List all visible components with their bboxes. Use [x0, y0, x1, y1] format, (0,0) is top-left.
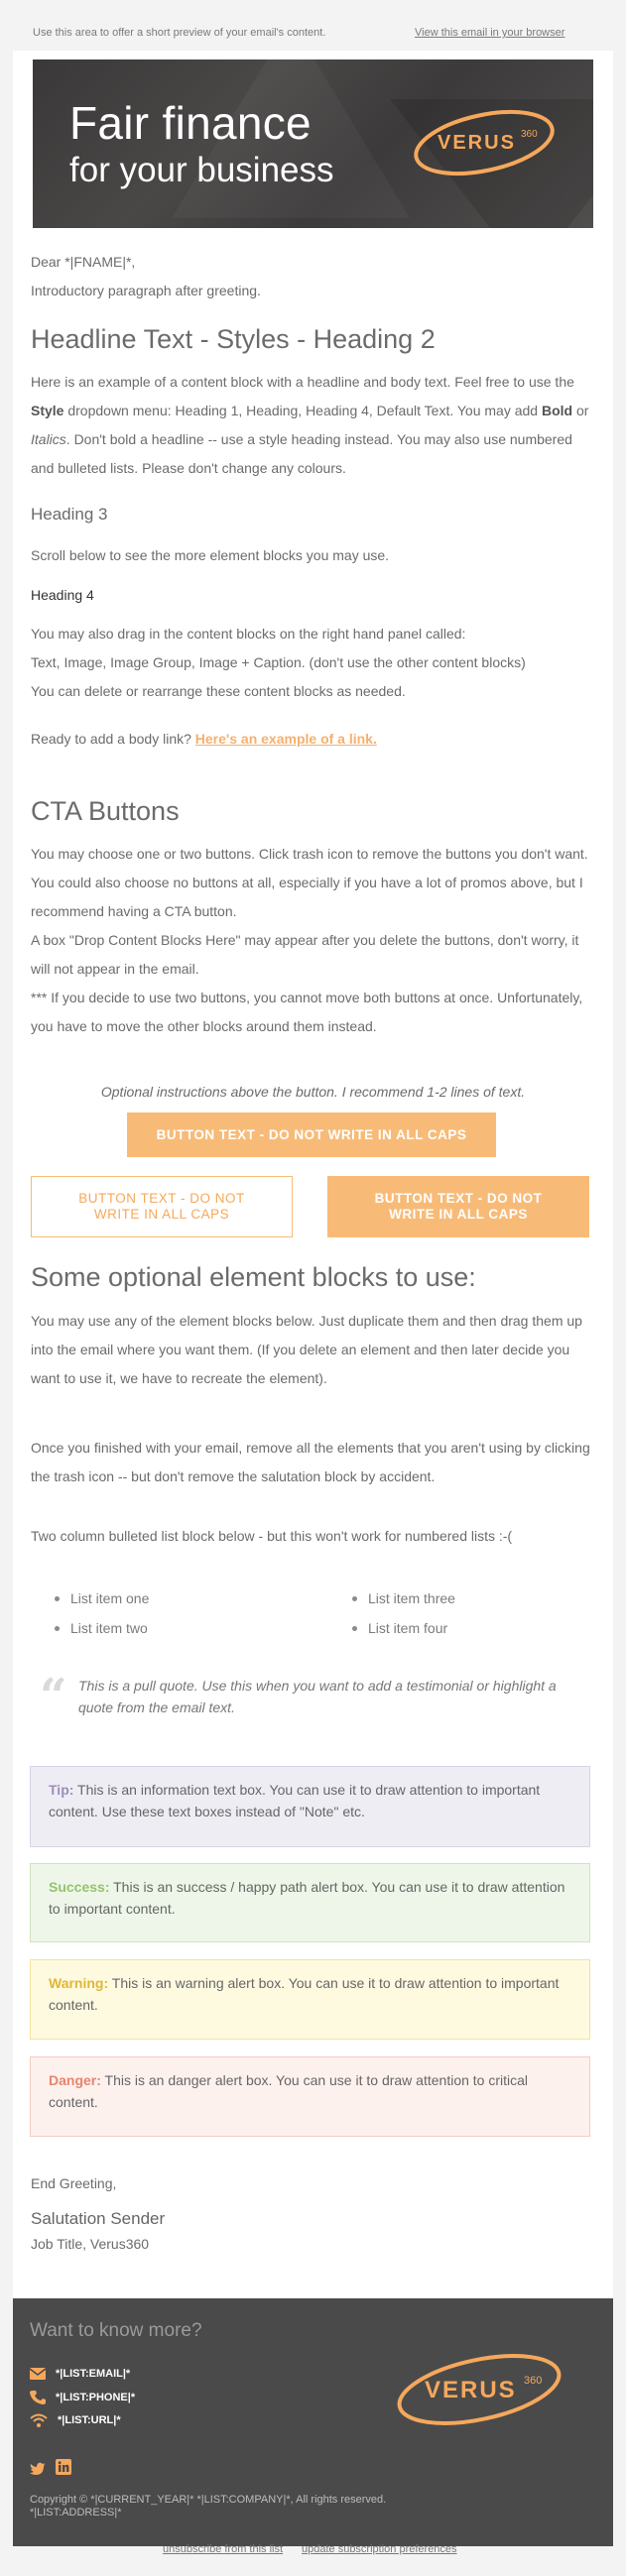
optional-heading: Some optional element blocks to use: — [31, 1262, 476, 1292]
preheader-text: Use this area to offer a short preview of your email's content. — [33, 27, 326, 39]
optional-paragraph-2: Once you finished with your email, remove all the elements that you aren't using by clicking the trash icon -- but don't remove the salutation block by accident. — [31, 1440, 590, 1484]
list-item: List item one — [55, 1583, 149, 1613]
hero-subheadline: for your business — [69, 151, 334, 189]
heading-3: Heading 3 — [31, 505, 108, 524]
list-item: List item four — [352, 1613, 455, 1643]
wifi-icon — [30, 2413, 48, 2427]
list-item: List item three — [352, 1583, 455, 1613]
bullet-list-left — [55, 1583, 149, 1643]
preferences-link[interactable]: update subscription preferences — [302, 2543, 457, 2555]
envelope-icon — [30, 2368, 46, 2380]
heading-2: Headline Text - Styles - Heading 2 — [31, 324, 436, 354]
twitter-icon[interactable] — [30, 2462, 46, 2476]
bullet-list-right — [352, 1583, 455, 1643]
hero-headline: Fair finance — [69, 97, 312, 149]
cta-paragraph: You may choose one or two buttons. Click trash icon to remove the buttons you don't want. You could also choose no buttons at all, especially if you have a lot of promos above, but I recommend having a CTA button. A box "Drop Content Blocks Here" may appear after you delete the buttons, don't worry, it will not appear in the email. *** If you decide to use two buttons, you cannot move both buttons at once. Unfortunately, you have to move the other blocks around them instead. — [31, 846, 588, 1034]
drag-blocks-paragraph: You may also drag in the content blocks on the right hand panel called: Text, Image, Image Group, Image + Caption. (don't use the other content blocks) You can delete or rearrange these content blocks as needed. — [31, 626, 526, 699]
logo-wordmark: VERUS — [438, 132, 516, 154]
svg-text:360: 360 — [524, 2375, 543, 2387]
heading-4: Heading 4 — [31, 587, 94, 603]
footer-url[interactable]: *|LIST:URL|* — [30, 2413, 121, 2427]
verus360-logo — [410, 101, 559, 180]
linkedin-icon[interactable] — [56, 2459, 71, 2475]
optional-paragraph-1: You may use any of the element blocks below. Just duplicate them and then drag them up into the email where you want them. (If you delete an element and then later decide you want to use it, we have to recreate the element). — [31, 1313, 582, 1386]
footer-phone[interactable]: *|LIST:PHONE|* — [30, 2391, 135, 2404]
intro-paragraph: Introductory paragraph after greeting. — [31, 283, 261, 298]
view-in-browser-link[interactable]: View this email in your browser — [415, 27, 565, 39]
success-box: Success: This is an success / happy path alert box. You can use it to draw attention to important content. — [30, 1863, 590, 1942]
warning-box: Warning: This is an warning alert box. You can use it to draw attention to important content. — [30, 1959, 590, 2040]
success-label: Success: — [49, 1879, 110, 1895]
cta-button-primary[interactable]: BUTTON TEXT - DO NOT WRITE IN ALL CAPS — [127, 1112, 496, 1157]
svg-text:VERUS: VERUS — [425, 2377, 517, 2403]
tip-box: Tip: This is an information text box. You can use it to draw attention to important content. Use these text boxes instead of "Note" etc. — [30, 1766, 590, 1847]
cta-button-right[interactable]: BUTTON TEXT - DO NOT WRITE IN ALL CAPS — [327, 1176, 589, 1237]
scroll-paragraph: Scroll below to see the more element blocks you may use. — [31, 547, 390, 563]
hero-banner — [33, 59, 593, 228]
sender-name: Salutation Sender — [31, 2209, 166, 2228]
footer-copyright: Copyright © *|CURRENT_YEAR|* *|LIST:COMPANY|*, All rights reserved. *|LIST:ADDRESS|* — [30, 2494, 387, 2518]
example-link[interactable]: Here's an example of a link. — [194, 731, 377, 747]
link-paragraph: Ready to add a body link? Here's an example of a link. — [31, 731, 377, 747]
optional-paragraph-3: Two column bulleted list block below - but this won't work for numbered lists :-( — [31, 1528, 513, 1544]
phone-icon — [30, 2391, 46, 2404]
greeting-salutation: Dear *|FNAME|*, — [31, 254, 136, 270]
unsubscribe-link[interactable]: unsubscribe from this list — [163, 2543, 284, 2555]
warning-label: Warning: — [49, 1975, 109, 1991]
footer-verus360-logo — [390, 2348, 568, 2427]
end-greeting: End Greeting, — [31, 2175, 117, 2191]
content-paragraph: Here is an example of a content block with a headline and body text. Feel free to use the Style dropdown menu: Heading 1, Heading, Heading 4, Default Text. You may add Bold or Italics. Don't bold a headline -- use a style heading instead. You may also use numbered and bulleted lists. Please don't change any colours. — [31, 374, 589, 476]
logo-superscript: 360 — [521, 129, 538, 140]
cta-heading: CTA Buttons — [31, 796, 180, 826]
danger-box: Danger: This is an danger alert box. You can use it to draw attention to critical content. — [30, 2056, 590, 2137]
footer-title: Want to know more? — [30, 2320, 202, 2341]
button-instructions: Optional instructions above the button. I recommend 1-2 lines of text. — [100, 1084, 526, 1100]
danger-label: Danger: — [49, 2072, 101, 2088]
quote-icon: “ — [40, 1669, 67, 1724]
footer-email[interactable]: *|LIST:EMAIL|* — [30, 2368, 130, 2380]
tip-label: Tip: — [49, 1782, 74, 1798]
pull-quote: This is a pull quote. Use this when you want to add a testimonial or highlight a quote from the email text. — [78, 1678, 557, 1715]
sender-job-title: Job Title, Verus360 — [31, 2236, 150, 2252]
cta-button-left[interactable]: BUTTON TEXT - DO NOT WRITE IN ALL CAPS — [31, 1176, 293, 1237]
list-item: List item two — [55, 1613, 149, 1643]
footer — [13, 2298, 613, 2546]
